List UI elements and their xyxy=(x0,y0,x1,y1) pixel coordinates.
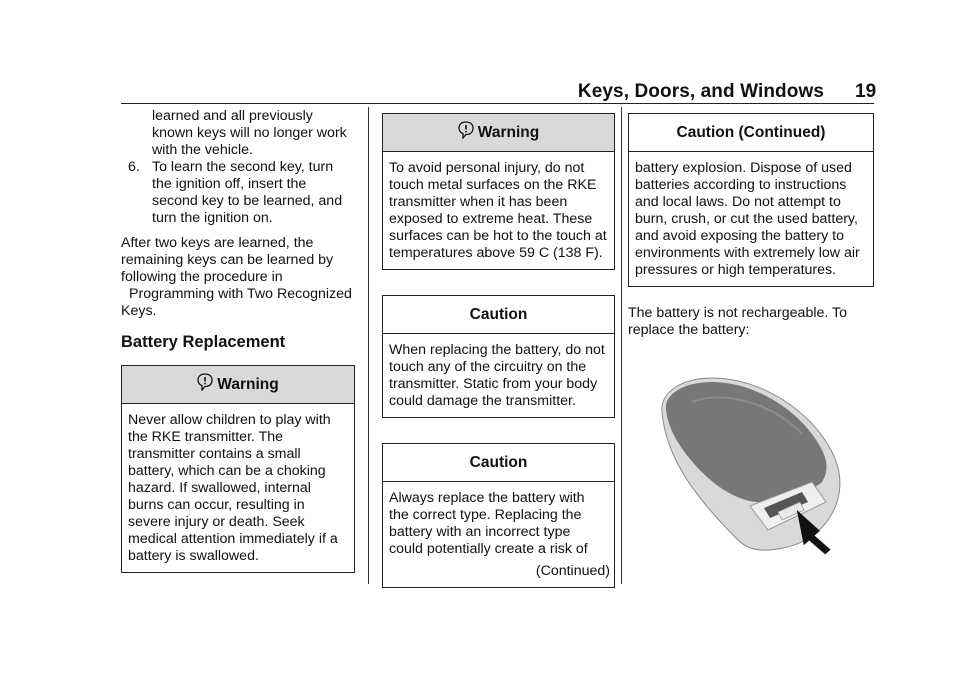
caution-box-title: Caution xyxy=(469,306,528,323)
caution-box-text: Always replace the battery with the correct type. Replacing the battery with an incorrect type could potentially create a risk of xyxy=(389,490,588,557)
caution-box-header xyxy=(629,114,873,152)
warning-box-title: Warning xyxy=(477,124,540,141)
step-6-number: 6. xyxy=(128,159,140,175)
key-fob-body xyxy=(662,378,840,550)
step-6-text: To learn the second key, turn the ignition off, insert the second key to be learned, and turn the ignition on. xyxy=(152,159,343,226)
caution-box-header xyxy=(383,444,614,482)
battery-intro-paragraph: The battery is not rechargeable. To replace the battery: xyxy=(628,305,847,338)
caution-box-battery-type xyxy=(382,443,615,588)
warning-box-body: Never allow children to play with the RKE transmitter. The transmitter contains a small battery, which can be a choking hazard. If swallowed, internal burns can occur, resulting in severe injury or death. Seek medical attention immediately if a battery is swallowed. xyxy=(128,412,338,564)
continued-step-text: learned and all previously known keys will no longer work with the vehicle. xyxy=(152,108,347,158)
caution-continued-box xyxy=(628,113,874,287)
column-2 xyxy=(382,113,615,588)
warning-box-header xyxy=(122,366,354,404)
warning-box-heat xyxy=(382,113,615,270)
warning-box-body: To avoid personal injury, do not touch metal surfaces on the RKE transmitter when it has been exposed to extreme heat. These surfaces can be hot to the touch at temperatures above 59 C (138 F). xyxy=(389,160,607,261)
caution-box-body: battery explosion. Dispose of used batteries according to instructions and local laws. Do not attempt to burn, crush, or cut the used battery, and avoid exposing the battery to environments with extremely low air pressures or high temperatures. xyxy=(635,160,860,278)
step-6 xyxy=(121,159,355,227)
caution-box-body xyxy=(383,482,614,587)
caution-box-title: Caution (Continued) xyxy=(676,124,826,141)
key-fob-illustration xyxy=(652,372,848,556)
warning-icon xyxy=(458,121,474,139)
caution-box-body: When replacing the battery, do not touch any of the circuitry on the transmitter. Static from your body could damage the transmitter. xyxy=(389,342,605,409)
battery-replacement-heading: Battery Replacement xyxy=(121,333,286,351)
warning-box-header xyxy=(383,114,614,152)
column-1 xyxy=(121,108,355,573)
caution-box-header xyxy=(383,296,614,334)
column-divider-2 xyxy=(621,107,622,584)
after-two-keys-paragraph xyxy=(121,235,355,320)
continued-label: (Continued) xyxy=(535,563,610,579)
caution-box-circuitry xyxy=(382,295,615,418)
page-number: 19 xyxy=(855,81,877,102)
warning-box-title: Warning xyxy=(217,376,279,393)
header-rule xyxy=(121,103,874,104)
column-3 xyxy=(628,113,874,339)
caution-box-title: Caution xyxy=(469,454,528,471)
page-section-title: Keys, Doors, and Windows xyxy=(577,81,824,102)
column-divider-1 xyxy=(368,107,369,584)
warning-icon xyxy=(197,373,213,391)
cross-reference-link[interactable]: Programming with Two Recognized Keys. xyxy=(121,286,352,319)
warning-box-children xyxy=(121,365,355,573)
after-two-keys-text: After two keys are learned, the remaining keys can be learned by following the procedure in xyxy=(121,235,334,285)
